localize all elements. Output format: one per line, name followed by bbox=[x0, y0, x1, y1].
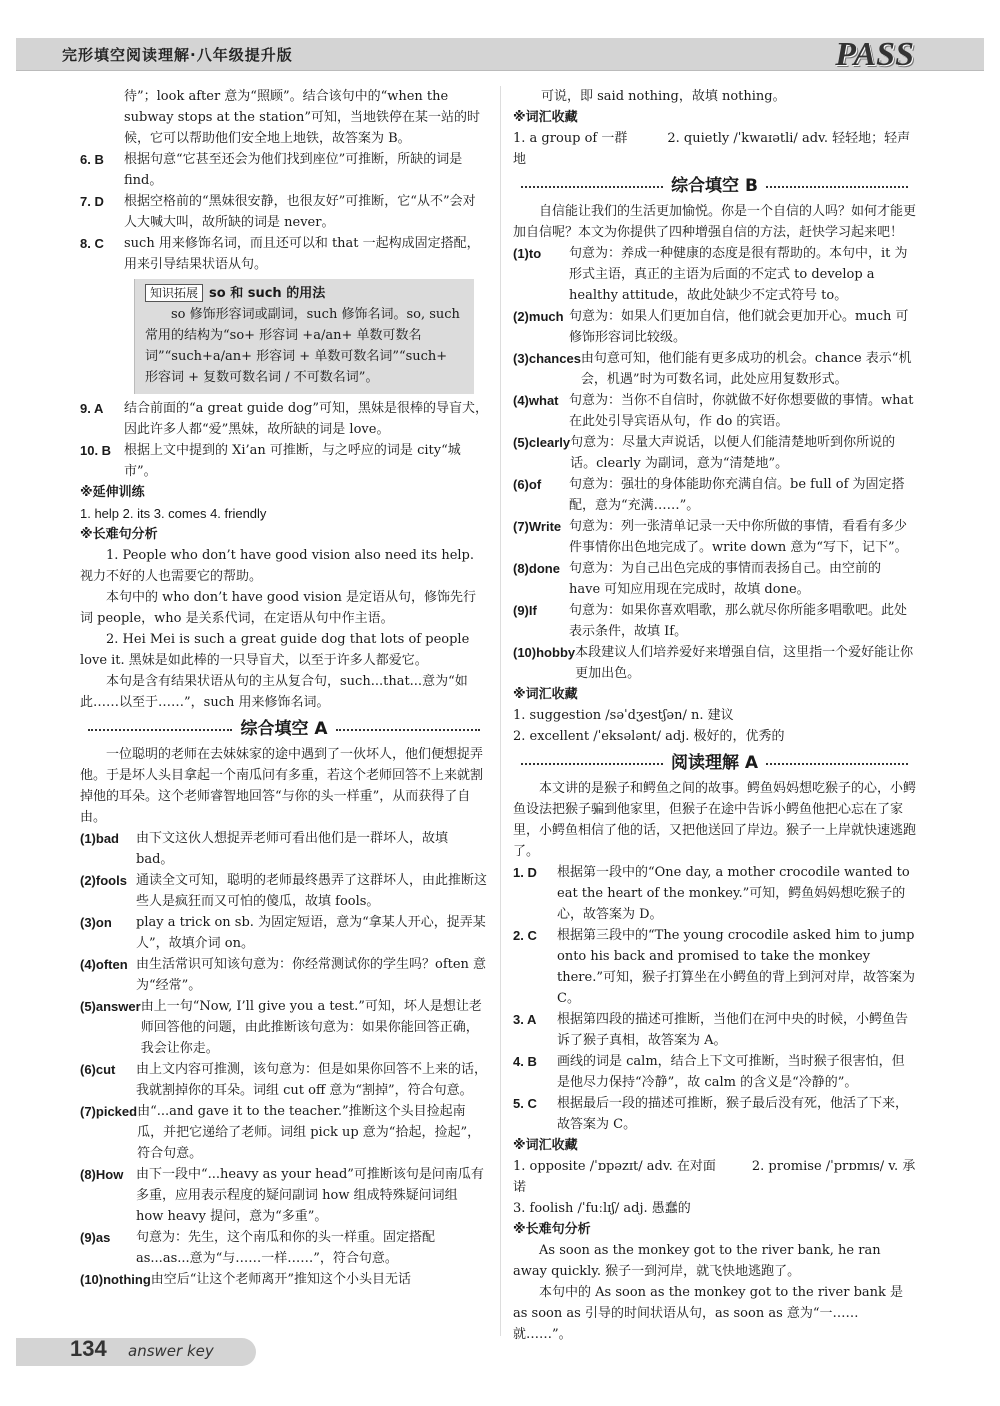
book-title: 完形填空阅读理解·八年级提升版 bbox=[62, 46, 293, 64]
knowledge-title: so 和 such 的用法 bbox=[209, 286, 326, 301]
vocab-title-2: ※词汇收藏 bbox=[513, 687, 578, 702]
reading-a-answers bbox=[513, 862, 916, 1135]
answer-item: 7. D 根据空格前的“黑妹很安静，也很友好”可推断，它“从不”会对人大喊大叫，故所缺的词是 never。 bbox=[80, 194, 476, 230]
answer-item: (1)bad 由下文这伙人想捉弄老师可看出他们是一群坏人，故填 bad。 bbox=[80, 831, 449, 867]
answer-item: (2)much 句意为：如果人们更加自信，他们就会更加开心。much 可修饰形容词比较级。 bbox=[513, 309, 909, 345]
analysis-sentence: As soon as the monkey got to the river bank, he ran away quickly. 猴子一到河岸，就飞快地逃跑了。 bbox=[513, 1243, 881, 1279]
extension-answers: 1. help 2. its 3. comes 4. friendly bbox=[80, 506, 267, 521]
answer-item: (10)nothing 由空后“让这个老师离开”推知这个小头目无话 bbox=[80, 1272, 412, 1287]
answer-item: (6)cut 由上文内容可推测，该句意为：但是如果你回答不上来的话，我就割掉你的耳朵。词组 cut off 意为“割掉”，符合句意。 bbox=[80, 1062, 488, 1098]
vocab-line: 1. suggestion /səˈdʒestʃən/ n. 建议 bbox=[513, 708, 734, 723]
answer-item: 4. B 画线的词是 calm，结合上下文可推断，当时猴子很害怕，但是他尽力保持“冷静”，故 calm 的含义是“冷静的”。 bbox=[513, 1054, 905, 1090]
answer-item: (7)picked 由“...and gave it to the teacher.”推断这个头目捡起南瓜，并把它递给了老师。词组 pick up 意为“拾起，捡起”，符合句意。 bbox=[80, 1104, 481, 1161]
vocab-title-1: ※词汇收藏 bbox=[513, 110, 578, 125]
section-heading-cloze-a: 综合填空 A bbox=[80, 719, 488, 740]
answer-item: 10. B 根据上文中提到的 Xi’an 可推断，与之呼应的词是 city“城市”。 bbox=[80, 443, 461, 479]
answer-item: (5)clearly 句意为：尽量大声说话，以便人们能清楚地听到你所说的话。clearly 为副词，意为“清楚地”。 bbox=[513, 435, 896, 471]
pass-logo: PASS bbox=[835, 36, 914, 73]
analysis-sentence-2: 2. Hei Mei is such a great guide dog that lots of people love it. 黑妹是如此棒的一只导盲犬，以至于许多人都爱它。 bbox=[80, 632, 470, 668]
section-heading-cloze-b: 综合填空 B bbox=[513, 176, 916, 197]
cloze-a-intro: 一位聪明的老师在去妹妹家的途中遇到了一伙坏人，他们便想捉弄他。于是坏人头目拿起一个南瓜问有多重，若这个老师回答不上来就割掉他的耳朵。这个老师睿智地回答“与你的头一样重”，从而获得了自由。 bbox=[80, 747, 484, 825]
answer-item: 2. C 根据第三段中的“The young crocodile asked him to jump onto his back and promised to take the monkey there.”可知，猴子打算坐在小鳄鱼的背上到河对岸，故答案为 C。 bbox=[513, 928, 915, 1006]
vocab-line-1: 1. a group of 一群 2. quietly /ˈkwaɪətli/ adv. 轻轻地；轻声地 bbox=[513, 131, 911, 167]
analysis-sentence-1: 1. People who don’t have good vision also need its help. 视力不好的人也需要它的帮助。 bbox=[80, 548, 474, 584]
cloze-b-intro: 自信能让我们的生活更加愉悦。你是一个自信的人吗？如何才能更加自信呢？本文为你提供了四种增强自信的方法，赶快学习起来吧！ bbox=[513, 204, 917, 240]
answer-item: (9)as 句意为：先生，这个南瓜和你的头一样重。固定搭配 as...as...意为“与……一样……”，符合句意。 bbox=[80, 1230, 436, 1266]
answer-item: 5. C 根据最后一段的描述可推断，猴子最后没有死，他活了下来，故答案为 C。 bbox=[513, 1096, 909, 1132]
answer-item: 3. A 根据第四段的描述可推断，当他们在河中央的时候，小鳄鱼告诉了猴子真相，故答案为 A。 bbox=[513, 1012, 909, 1048]
answer-item: 1. D 根据第一段中的“One day, a mother crocodile wanted to eat the heart of the monkey.”可知，鳄鱼妈妈想吃猴子的心，故答案为 D。 bbox=[513, 865, 910, 922]
answer-item: (8)How 由下一段中“...heavy as your head”可推断该句是问南瓜有多重，应用表示程度的疑问副词 how 组成特殊疑问词组 how heavy 提问，意为“多重”。 bbox=[80, 1167, 484, 1224]
vocab-line: 2. excellent /ˈeksələnt/ adj. 极好的，优秀的 bbox=[513, 729, 785, 744]
answer-item: (3)chances 由句意可知，他们能有更多成功的机会。chance 表示“机会，机遇”时为可数名词，此处应用复数形式。 bbox=[513, 351, 912, 387]
extension-title: ※延伸训练 bbox=[80, 485, 145, 500]
knowledge-box bbox=[134, 279, 474, 394]
page-header bbox=[16, 38, 984, 71]
answer-item: 6. B 根据句意“它甚至还会为他们找到座位”可推断，所缺的词是 find。 bbox=[80, 152, 463, 188]
answer-item: 8. C such 用来修饰名词，而且还可以和 that 一起构成固定搭配，用来引导结果状语从句。 bbox=[80, 236, 480, 272]
analysis-explain-2: 本句是含有结果状语从句的主从复合句，such...that...意为“如此……以至于……”，such 用来修饰名词。 bbox=[80, 674, 468, 710]
cloze-b-answers bbox=[513, 243, 916, 684]
analysis-explain: 本句中的 As soon as the monkey got to the river bank 是 as soon as 引导的时间状语从句，as soon as 意为“一……就……”。 bbox=[513, 1285, 904, 1342]
footer-label: answer key bbox=[128, 1342, 214, 1360]
reading-a-intro: 本文讲的是猴子和鳄鱼之间的故事。鳄鱼妈妈想吃猴子的心，小鳄鱼设法把猴子骗到他家里，但猴子在途中告诉小鳄鱼他把心忘在了家里，小鳄鱼相信了他的话，又把他送回了岸边。猴子一上岸就快速逃跑了。 bbox=[513, 781, 917, 859]
answer-item: (2)fools 通读全文可知，聪明的老师最终愚弄了这群坏人，由此推断这些人是疯狂而又可怕的傻瓜，故填 fools。 bbox=[80, 873, 488, 909]
section-heading-reading-a: 阅读理解 A bbox=[513, 753, 916, 774]
answer-item: (6)of 句意为：强壮的身体能助你充满自信。be full of 为固定搭配，意为“充满……”。 bbox=[513, 477, 905, 513]
vocab-line: 3. foolish /ˈfuːlɪʃ/ adj. 愚蠢的 bbox=[513, 1201, 691, 1216]
intro-continuation: 待”；look after 意为“照顾”。结合该句中的“when the subway stops at the station”可知，当地铁停在某一站的时候，它可以帮助他们安全地上地铁，故答案为 B。 bbox=[124, 89, 480, 146]
continuation-text: 可说，即 said nothing，故填 nothing。 bbox=[541, 89, 786, 104]
answer-item: (3)on play a trick on sb. 为固定短语，意为“拿某人开心，捉弄某人”，故填介词 on。 bbox=[80, 915, 486, 951]
column-divider bbox=[500, 86, 501, 1336]
left-column bbox=[80, 86, 488, 1290]
answer-item: (7)Write 句意为：列一张清单记录一天中你所做的事情，看看有多少件事情你出色地完成了。write down 意为“写下，记下”。 bbox=[513, 519, 908, 555]
knowledge-tag: 知识拓展 bbox=[145, 284, 203, 302]
vocab-line: 1. opposite /ˈɒpəzɪt/ adv. 在对面 2. promise /ˈprɒmɪs/ v. 承诺 bbox=[513, 1159, 916, 1195]
analysis-title: ※长难句分析 bbox=[513, 1222, 591, 1237]
answer-item: (5)answer 由上一句“Now, I’ll give you a test.”可知，坏人是想让老师回答他的问题，由此推断该句意为：如果你能回答正确，我会让你走。 bbox=[80, 999, 482, 1056]
answer-list-2 bbox=[80, 398, 488, 482]
answer-item: (1)to 句意为：养成一种健康的态度是很有帮助的。本句中，it 为形式主语，真正的主语为后面的不定式 to develop a healthy attitude，故此处缺少不定式符号 to。 bbox=[513, 246, 908, 303]
vocab-title-3: ※词汇收藏 bbox=[513, 1138, 578, 1153]
answer-item: (8)done 句意为：为自己出色完成的事情而表扬自己。由空前的 have 可知应用现在完成时，故填 done。 bbox=[513, 561, 882, 597]
right-column bbox=[513, 86, 916, 1345]
page-number: 134 bbox=[70, 1336, 107, 1361]
analysis-explain-1: 本句中的 who don’t have good vision 是定语从句，修饰先行词 people，who 是关系代词，在定语从句中作主语。 bbox=[80, 590, 476, 626]
answer-item: (10)hobby 本段建议人们培养爱好来增强自信，这里指一个爱好能让你更加出色。 bbox=[513, 645, 914, 681]
knowledge-body: so 修饰形容词或副词，such 修饰名词。so, such 常用的结构为“so+ 形容词 +a/an+ 单数可数名词”“such+a/an+ 形容词 + 单数可数名词”“such+ 形容词 + 复数可数名词 / 不可数名词”。 bbox=[145, 307, 460, 385]
answer-item: 9. A 结合前面的“a great guide dog”可知，黑妹是很棒的导盲犬，因此许多人都“爱”黑妹，故所缺的词是 love。 bbox=[80, 401, 488, 437]
answer-item: (4)often 由生活常识可知该句意为：你经常测试你的学生吗？often 意为“经常”。 bbox=[80, 957, 487, 993]
answer-item: (9)If 句意为：如果你喜欢唱歌，那么就尽你所能多唱歌吧。此处表示条件，故填 If。 bbox=[513, 603, 908, 639]
answer-item: (4)what 句意为：当你不自信时，你就做不好你想要做的事情。what 在此处引导宾语从句，作 do 的宾语。 bbox=[513, 393, 914, 429]
analysis-title: ※长难句分析 bbox=[80, 527, 158, 542]
cloze-a-answers bbox=[80, 828, 488, 1290]
answer-list-1 bbox=[80, 149, 488, 275]
